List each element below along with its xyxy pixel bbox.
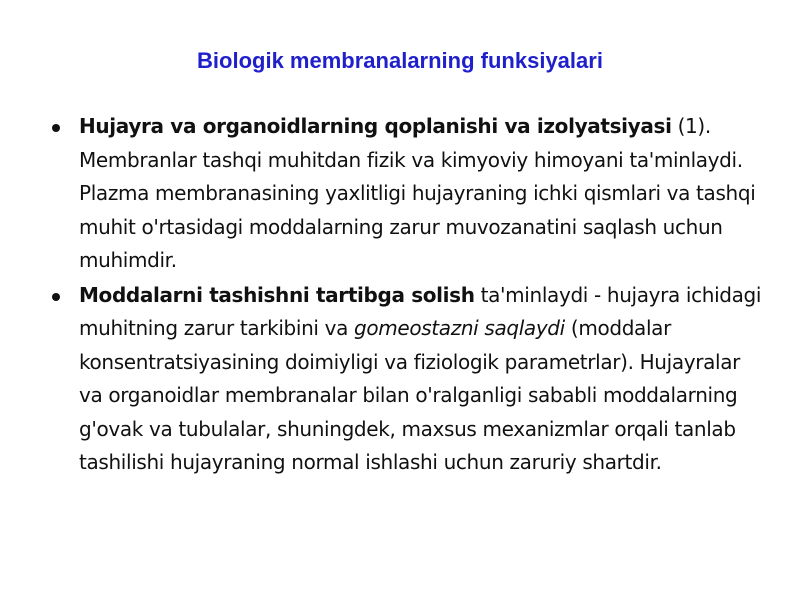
bullet-heading: Hujayra va organoidlarning qoplanishi va izolyatsiyasi [79,114,672,138]
bullet-list [48,110,768,481]
bullet-text [79,110,768,278]
bullet-item-isolation [48,110,768,278]
slide-title: Biologik membranalarning funksiyalari [197,48,603,73]
bullet-body: (moddalar konsentratsiyasining doimiyligi va fiziologik parametrlar). Hujayralar va organoidlar membranalar bilan o'ralganligi sababli moddalarning g'ovak va tubulalar, shuningdek, maxsus mexanizmlar orqali tanlab tashilishi hujayraning normal ishlashi uchun zaruriy shartdir. [79,316,740,474]
bullet-text [79,279,768,480]
bullet-body: (1). Membranlar tashqi muhitdan fizik va kimyoviy himoyani ta'minlaydi. Plazma membranasining yaxlitligi hujayraning ichki qismlari va tashqi muhit o'rtasidagi moddalarning zarur muvozanatini saqlash uchun muhimdir. [79,114,756,272]
bullet-body: ta'minlaydi - hujayra ichidagi muhitning zarur tarkibini va [79,282,762,340]
bullet-emphasis: gomeostazni saqlaydi [354,316,565,340]
bullet-item-transport [48,279,768,480]
bullet-icon [52,293,60,301]
bullet-heading: Moddalarni tashishni tartibga solish [79,282,475,307]
bullet-icon [52,124,60,132]
